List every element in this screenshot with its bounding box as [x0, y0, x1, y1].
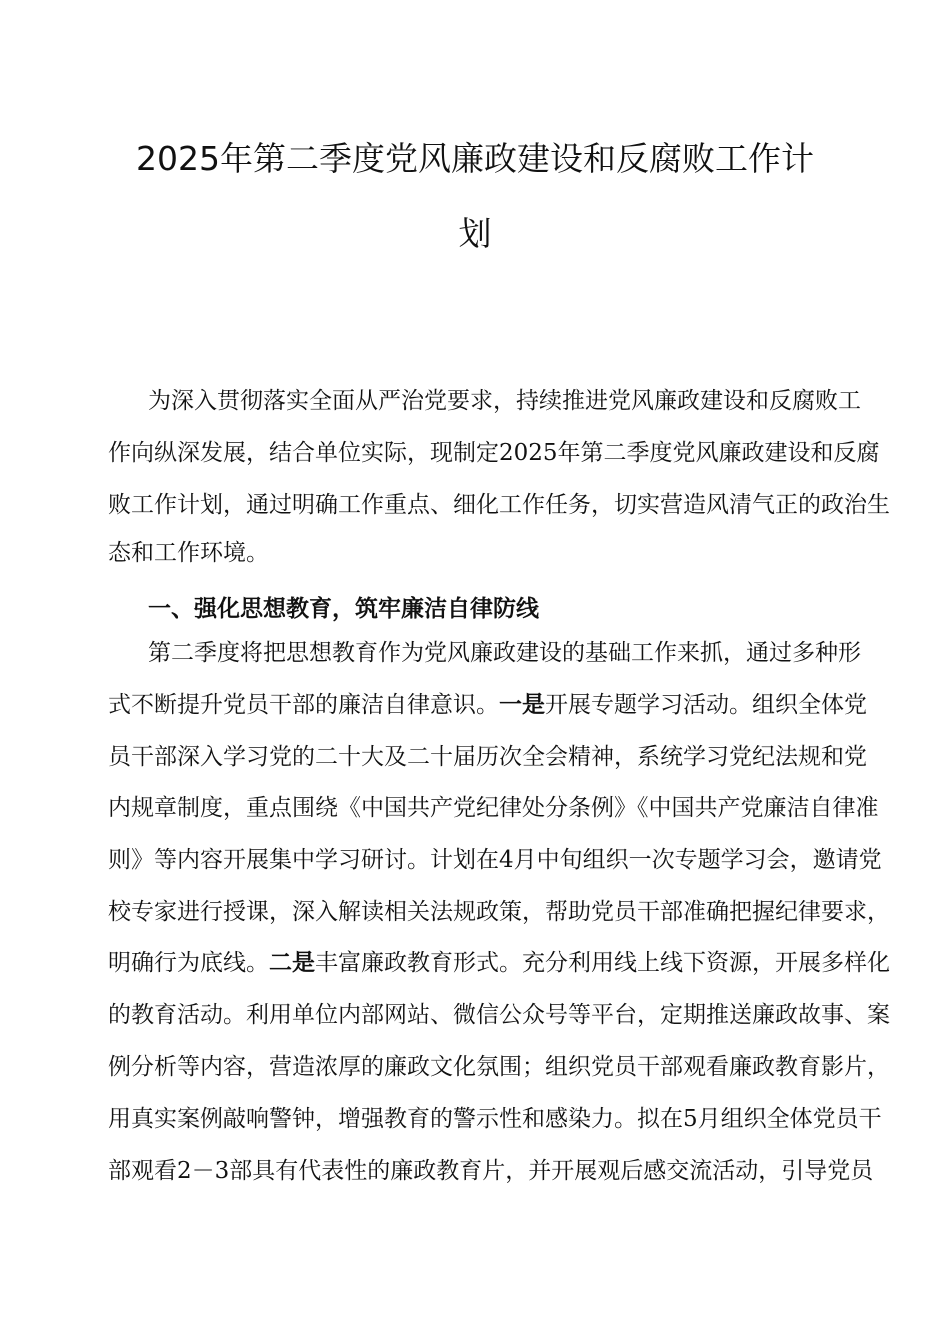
text-segment: 丰富廉政教育形式。充分利用线上线下资源，开展多样化: [315, 950, 890, 976]
document-title-line-2: 划: [458, 214, 492, 253]
section-paragraph-line: 员干部深入学习党的二十大及二十届历次全会精神，系统学习党纪法规和党: [108, 744, 867, 770]
section-paragraph-line: [108, 690, 867, 720]
section-paragraph-line: [108, 948, 890, 978]
section-paragraph-line: 的教育活动。利用单位内部网站、微信公众号等平台，定期推送廉政故事、案: [108, 1002, 890, 1028]
intro-paragraph-line: 为深入贯彻落实全面从严治党要求，持续推进党风廉政建设和反腐败工: [148, 388, 861, 414]
section-paragraph-line: 用真实案例敲响警钟，增强教育的警示性和感染力。拟在5月组织全体党员干: [108, 1106, 882, 1132]
section-heading: 一、强化思想教育，筑牢廉洁自律防线: [148, 596, 539, 622]
section-paragraph-line: 校专家进行授课，深入解读相关法规政策，帮助党员干部准确把握纪律要求，: [108, 899, 890, 925]
text-segment: 式不断提升党员干部的廉洁自律意识。: [108, 692, 499, 718]
section-paragraph-line: 第二季度将把思想教育作为党风廉政建设的基础工作来抓，通过多种形: [148, 640, 861, 666]
text-segment: 开展专题学习活动。组织全体党: [545, 692, 867, 718]
document-title-line-1: 2025年第二季度党风廉政建设和反腐败工作计: [136, 139, 814, 178]
bold-marker: 一是: [499, 692, 545, 718]
section-paragraph-line: 部观看2－3部具有代表性的廉政教育片，并开展观后感交流活动，引导党员: [108, 1158, 874, 1184]
bold-marker: 二是: [269, 950, 315, 976]
section-paragraph-line: 例分析等内容，营造浓厚的廉政文化氛围；组织党员干部观看廉政教育影片，: [108, 1054, 890, 1080]
intro-paragraph-line: 作向纵深发展，结合单位实际，现制定2025年第二季度党风廉政建设和反腐: [108, 440, 880, 466]
section-paragraph-line: 内规章制度，重点围绕《中国共产党纪律处分条例》《中国共产党廉洁自律准: [108, 795, 879, 821]
intro-paragraph-line: 态和工作环境。: [108, 540, 269, 566]
text-segment: 明确行为底线。: [108, 950, 269, 976]
intro-paragraph-line: 败工作计划，通过明确工作重点、细化工作任务，切实营造风清气正的政治生: [108, 492, 890, 518]
section-paragraph-line: 则》等内容开展集中学习研讨。计划在4月中旬组织一次专题学习会，邀请党: [108, 847, 882, 873]
